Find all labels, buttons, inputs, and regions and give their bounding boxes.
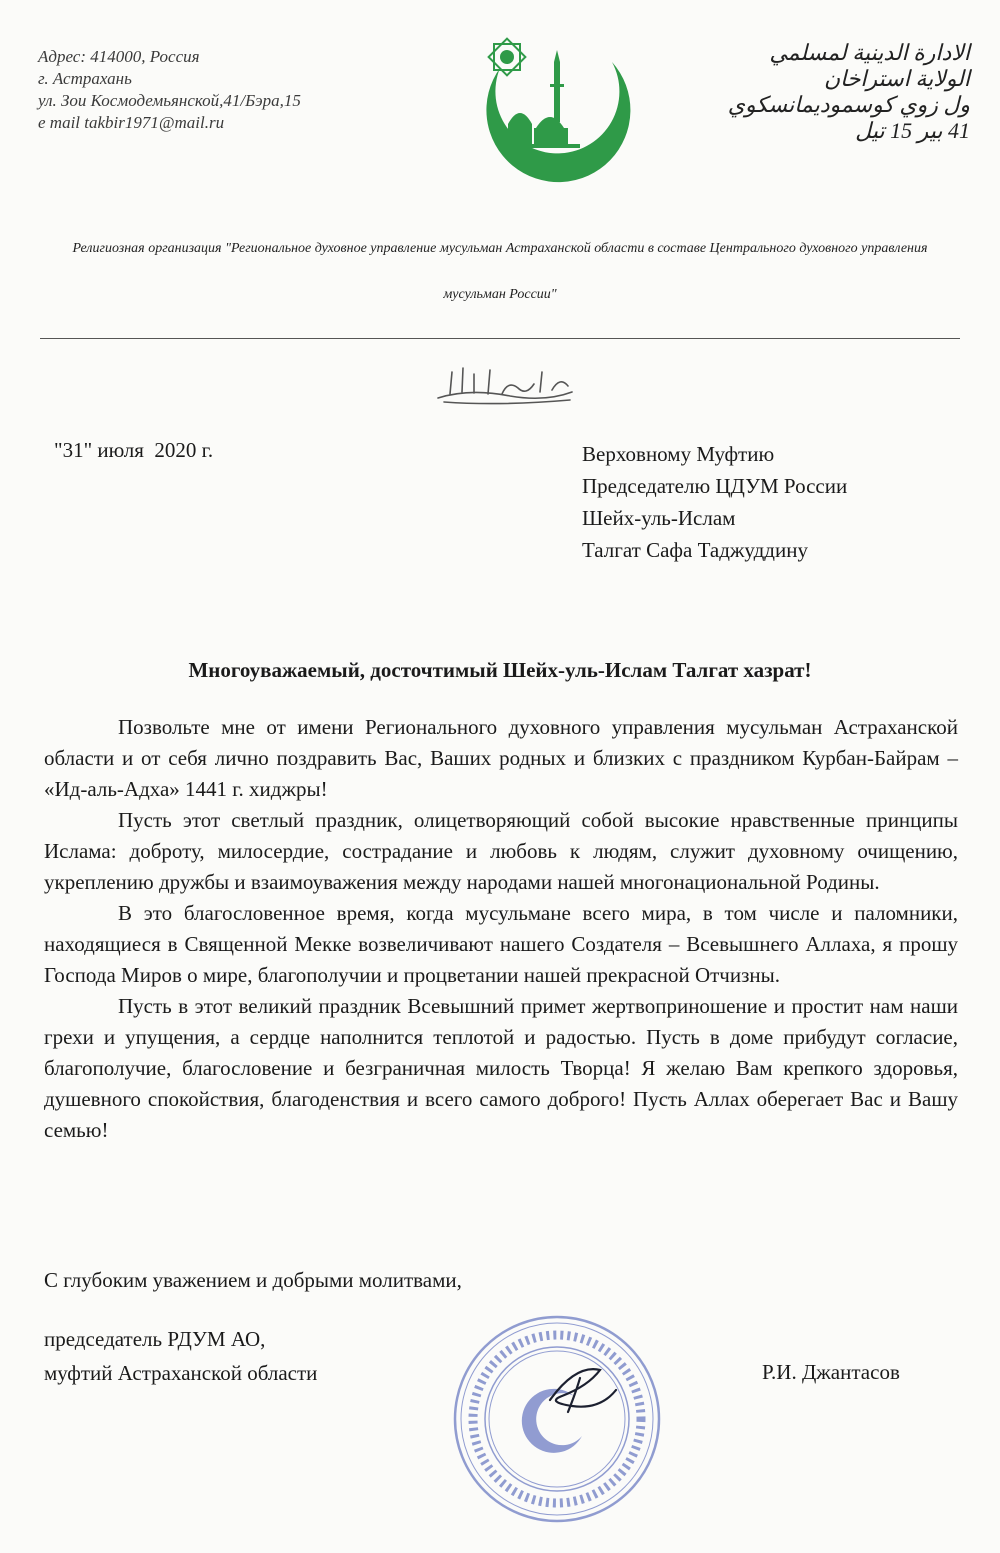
recipient-line: Верховному Муфтию [582,442,775,466]
letter-body [44,712,958,1146]
signer-name: Р.И. Джантасов [762,1360,900,1384]
recipient-line: Шейх-уль-Ислам [582,506,736,530]
address-line: г. Астрахань [38,69,132,88]
basmala-calligraphy [430,358,580,406]
arabic-line: 41 بير 15 تيل [855,118,970,143]
mosque-crescent-logo [470,32,640,192]
body-paragraph: Пусть в этот великий праздник Всевышний примет жертвоприношение и простит нам наши грехи и упущения, а сердце наполнится теплотой и радостью. Пусть в доме прибудут согласие, благополучие, благословение и безграничная милость Творца! Я желаю Вам крепкого здоровья, душевного спокойствия, благоденствия и всего самого доброго! Пусть Аллах оберегает Вас и Вашу семью! [44,994,958,1142]
signer-title-line: муфтий Астраханской области [44,1361,318,1385]
letter-greeting: Многоуважаемый, досточтимый Шейх-уль-Ислам Талгат хазрат! [188,658,812,682]
recipient-line: Талгат Сафа Таджуддину [582,538,808,562]
address-line: e mail takbir1971@mail.ru [38,113,225,132]
arabic-line: ول زوي كوسموديمانسكوي [727,92,970,117]
recipient-block [582,438,847,566]
body-paragraph: Позвольте мне от имени Регионального духовного управления мусульман Астраханской области и от себя лично поздравить Вас, Ваших родных и близких с праздником Курбан-Байрам – «Ид-аль-Адха» 1441 г. хиджры! [44,715,958,801]
address-line: ул. Зои Космодемьянской,41/Бэра,15 [38,91,301,110]
body-paragraph: Пусть этот светлый праздник, олицетворяющий собой высокие нравственные принципы Ислама: доброту, милосердие, сострадание и любовь к людям, служит духовному очищению, укреплению дружбы и взаимоуважения между народами нашей многонациональной Родины. [44,808,958,894]
recipient-line: Председателю ЦДУМ России [582,474,848,498]
arabic-line: الادارة الدينية لمسلمي [769,40,970,65]
organization-name: Религиозная организация "Региональное духовное управление мусульман Астраханской области в составе Центрального духовного управления мусульман России" [72,241,928,302]
header-divider [40,338,960,339]
signer-title [44,1322,317,1390]
arabic-line: الولاية استراخان [823,66,970,91]
signer-title-line: председатель РДУМ АО, [44,1327,266,1351]
letter-closing: С глубоким уважением и добрыми молитвами, [44,1268,462,1292]
official-stamp [450,1312,665,1527]
address-line: Адрес: 414000, Россия [38,47,200,66]
sender-address [38,46,418,134]
arabic-header [670,40,970,144]
letter-date: "31" июля 2020 г. [54,438,214,462]
body-paragraph: В это благословенное время, когда мусульмане всего мира, в том числе и паломники, находящиеся в Священной Мекке возвеличивают нашего Создателя – Всевышнего Аллаха, я прошу Господа Миров о мире, благополучии и процветании нашей прекрасной Отчизны. [44,901,958,987]
